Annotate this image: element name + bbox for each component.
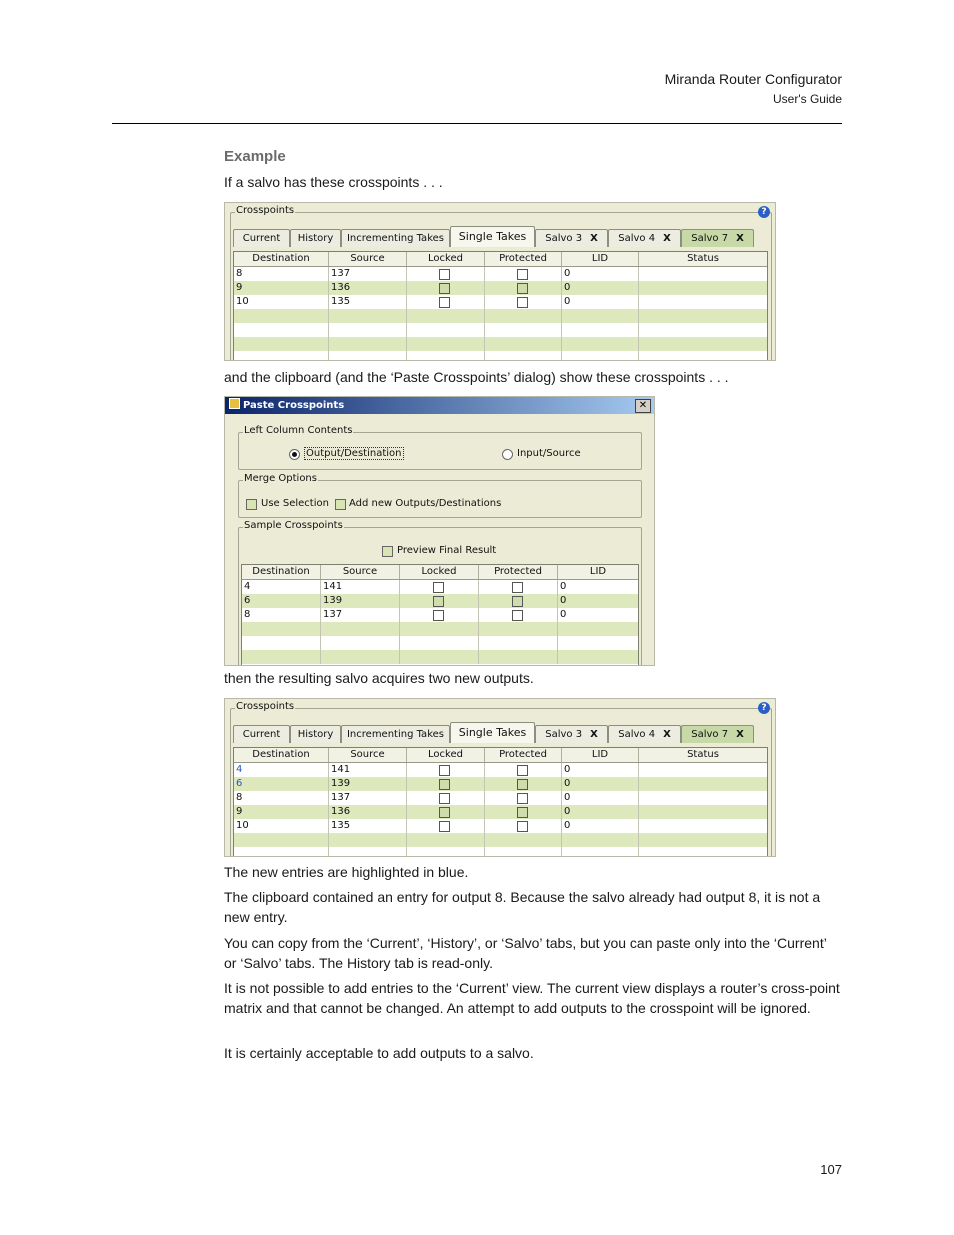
table-row-empty (242, 622, 638, 636)
cell-lid: 0 (562, 295, 639, 309)
merge-options-label: Merge Options (244, 473, 317, 484)
cell-source: 137 (329, 791, 407, 805)
col-destination[interactable]: Destination (234, 748, 329, 762)
col-lid[interactable]: LID (562, 748, 639, 762)
cell-destination: 6 (242, 594, 321, 608)
cell-source: 141 (329, 763, 407, 777)
left-column-group (238, 425, 642, 470)
table-row[interactable] (234, 791, 767, 805)
dialog-title: Paste Crosspoints (243, 400, 345, 411)
cell-lid: 0 (562, 267, 639, 281)
tab-incrementing-takes[interactable]: Incrementing Takes (341, 725, 450, 743)
cell-protected (485, 295, 562, 309)
tab-label: Salvo 7 (691, 729, 729, 740)
protected-checkbox[interactable] (512, 596, 523, 607)
table-row-empty (234, 337, 767, 351)
add-new-label[interactable]: Add new Outputs/Destinations (349, 498, 502, 509)
table-row-empty (234, 323, 767, 337)
cell-lid: 0 (562, 819, 639, 833)
cell-locked (407, 791, 485, 805)
cell-destination: 4 (234, 763, 329, 777)
locked-checkbox[interactable] (439, 807, 450, 818)
crosspoints-group-label: Crosspoints (236, 701, 295, 712)
table-row-empty (234, 847, 767, 857)
paragraph-copy-paste: You can copy from the ‘Current’, ‘History’, or ‘Salvo’ tabs, but you can paste only into the ‘Current’ or ‘Salvo’ tabs. The History tab is read-only. (224, 935, 827, 971)
cell-lid: 0 (560, 581, 567, 592)
col-source[interactable]: Source (329, 748, 407, 762)
cell-status (639, 791, 767, 805)
help-icon[interactable]: ? (758, 702, 770, 714)
tab-salvo-7[interactable] (681, 725, 754, 743)
cell-status (639, 295, 767, 309)
col-destination[interactable]: Destination (242, 565, 321, 579)
table-row-empty (242, 650, 638, 664)
running-header-title: Miranda Router Configurator (664, 71, 842, 87)
cell-locked (407, 763, 485, 777)
tab-single-takes[interactable]: Single Takes (450, 722, 535, 743)
locked-checkbox[interactable] (433, 582, 444, 593)
cell-destination: 9 (234, 805, 329, 819)
cell-lid: 0 (562, 777, 639, 791)
cell-locked (407, 295, 485, 309)
cell-destination: 4 (242, 580, 321, 594)
protected-checkbox[interactable] (512, 610, 523, 621)
col-protected[interactable]: Protected (485, 252, 562, 266)
cell-protected (485, 805, 562, 819)
protected-checkbox[interactable] (517, 821, 528, 832)
cell-locked (407, 267, 485, 281)
left-column-label: Left Column Contents (244, 425, 353, 436)
cell-lid: 0 (560, 609, 567, 620)
tab-salvo-3[interactable] (535, 229, 608, 247)
paragraph-clipboard-note: The clipboard contained an entry for output 8. Because the salvo already had output 8, it is not a new entry. (224, 889, 821, 925)
output-destination-label[interactable]: Output/Destination (306, 448, 402, 459)
protected-checkbox[interactable] (517, 297, 528, 308)
cell-protected (485, 763, 562, 777)
cell-locked (407, 819, 485, 833)
table-row[interactable] (234, 295, 767, 309)
paste-crosspoints-dialog (224, 396, 655, 666)
tab-incrementing-takes[interactable]: Incrementing Takes (341, 229, 450, 247)
col-locked[interactable]: Locked (400, 565, 479, 579)
protected-checkbox[interactable] (517, 807, 528, 818)
help-icon[interactable]: ? (758, 206, 770, 218)
tab-salvo-4[interactable] (608, 229, 681, 247)
table-row-empty (234, 309, 767, 323)
cell-locked (407, 777, 485, 791)
protected-checkbox[interactable] (517, 269, 528, 280)
tab-salvo-7[interactable] (681, 229, 754, 247)
crosspoints-table (233, 747, 768, 857)
paragraph-highlight-note: The new entries are highlighted in blue. (224, 864, 469, 880)
cell-destination: 10 (234, 819, 329, 833)
locked-checkbox[interactable] (439, 269, 450, 280)
locked-checkbox[interactable] (439, 793, 450, 804)
close-icon[interactable]: X (663, 729, 671, 740)
cell-lid: 0 (562, 763, 639, 777)
table-header (242, 565, 638, 580)
sample-crosspoints-label: Sample Crosspoints (244, 520, 343, 531)
input-source-label[interactable]: Input/Source (517, 448, 581, 459)
cell-status (639, 763, 767, 777)
cell-protected (485, 777, 562, 791)
cell-lid: 0 (562, 281, 639, 295)
tab-current[interactable]: Current (233, 229, 290, 247)
tab-history[interactable]: History (290, 229, 341, 247)
cell-source: 139 (321, 594, 400, 608)
cell-locked (407, 805, 485, 819)
col-source[interactable]: Source (321, 565, 400, 579)
col-status[interactable]: Status (687, 253, 719, 264)
use-selection-checkbox[interactable] (246, 499, 257, 510)
table-row-new[interactable] (234, 763, 767, 777)
table-row[interactable] (234, 281, 767, 295)
cell-destination: 9 (234, 281, 329, 295)
cell-status (639, 281, 767, 295)
table-row-new[interactable] (234, 777, 767, 791)
running-header-subtitle: User's Guide (773, 92, 842, 106)
cell-locked (407, 281, 485, 295)
cell-protected (479, 580, 558, 594)
cell-status (639, 267, 767, 281)
table-header (234, 252, 767, 267)
protected-checkbox[interactable] (517, 283, 528, 294)
cell-destination: 8 (234, 267, 329, 281)
protected-checkbox[interactable] (512, 582, 523, 593)
cell-status (639, 805, 767, 819)
close-icon[interactable]: X (663, 233, 671, 244)
cell-status (639, 777, 767, 791)
sample-crosspoints-table (241, 564, 639, 666)
locked-checkbox[interactable] (439, 821, 450, 832)
cell-source: 137 (329, 267, 407, 281)
table-header (234, 748, 767, 763)
table-row[interactable] (242, 594, 638, 608)
table-row[interactable] (234, 267, 767, 281)
add-new-checkbox[interactable] (335, 499, 346, 510)
cell-protected (479, 608, 558, 622)
table-row-empty (242, 636, 638, 650)
cell-protected (479, 594, 558, 608)
window-icon (229, 398, 240, 409)
tab-salvo-4[interactable] (608, 725, 681, 743)
locked-checkbox[interactable] (439, 779, 450, 790)
preview-checkbox[interactable] (382, 546, 393, 557)
paragraph-clipboard: and the clipboard (and the ‘Paste Crosspoints’ dialog) show these crosspoints . . . (224, 369, 729, 385)
locked-checkbox[interactable] (433, 610, 444, 621)
cell-lid: 0 (560, 595, 567, 606)
table-row-empty (234, 351, 767, 361)
close-icon[interactable]: X (590, 233, 598, 244)
col-destination[interactable]: Destination (234, 252, 329, 266)
output-destination-radio[interactable] (289, 449, 300, 460)
tab-label: Salvo 3 (545, 233, 583, 244)
col-source[interactable]: Source (329, 252, 407, 266)
col-protected[interactable]: Protected (485, 748, 562, 762)
tab-current[interactable]: Current (233, 725, 290, 743)
crosspoints-table (233, 251, 768, 361)
cell-status (639, 819, 767, 833)
protected-checkbox[interactable] (517, 765, 528, 776)
table-row[interactable] (242, 580, 638, 594)
protected-checkbox[interactable] (517, 793, 528, 804)
protected-checkbox[interactable] (517, 779, 528, 790)
col-locked[interactable]: Locked (407, 748, 485, 762)
tab-label: Salvo 4 (618, 233, 656, 244)
close-icon[interactable]: X (736, 233, 744, 244)
cell-source: 141 (321, 580, 400, 594)
use-selection-label[interactable]: Use Selection (261, 498, 329, 509)
cell-destination: 10 (234, 295, 329, 309)
tab-history[interactable]: History (290, 725, 341, 743)
tab-single-takes[interactable]: Single Takes (450, 226, 535, 247)
close-icon[interactable]: X (736, 729, 744, 740)
tab-label: Salvo 3 (545, 729, 583, 740)
section-heading: Example (224, 148, 286, 165)
cell-lid: 0 (562, 791, 639, 805)
tab-label: Salvo 7 (691, 233, 729, 244)
table-row[interactable] (234, 819, 767, 833)
cell-locked (400, 608, 479, 622)
cell-locked (400, 580, 479, 594)
cell-source: 136 (329, 805, 407, 819)
locked-checkbox[interactable] (439, 297, 450, 308)
crosspoints-screenshot-after (224, 698, 776, 857)
col-lid[interactable]: LID (562, 252, 639, 266)
col-lid[interactable]: LID (589, 566, 607, 577)
col-protected[interactable]: Protected (479, 565, 558, 579)
cell-locked (400, 594, 479, 608)
cell-source: 135 (329, 819, 407, 833)
cell-protected (485, 267, 562, 281)
locked-checkbox[interactable] (433, 596, 444, 607)
tab-label: Salvo 4 (618, 729, 656, 740)
cell-source: 139 (329, 777, 407, 791)
crosspoints-group-label: Crosspoints (236, 205, 295, 216)
cell-protected (485, 791, 562, 805)
close-icon[interactable]: ✕ (635, 399, 651, 413)
merge-options-group (238, 473, 642, 518)
paragraph-intro: If a salvo has these crosspoints . . . (224, 174, 443, 190)
crosspoints-screenshot-before (224, 202, 776, 361)
table-row-empty (234, 833, 767, 847)
header-rule (112, 123, 842, 124)
cell-destination: 6 (234, 777, 329, 791)
table-row[interactable] (242, 608, 638, 622)
cell-protected (485, 819, 562, 833)
cell-destination: 8 (234, 791, 329, 805)
paragraph-salvo: It is certainly acceptable to add outputs to a salvo. (224, 1045, 534, 1061)
cell-source: 136 (329, 281, 407, 295)
cell-lid: 0 (562, 805, 639, 819)
preview-label[interactable]: Preview Final Result (397, 545, 497, 556)
dialog-titlebar (225, 397, 654, 414)
cell-protected (485, 281, 562, 295)
locked-checkbox[interactable] (439, 283, 450, 294)
close-icon[interactable]: X (590, 729, 598, 740)
cell-source: 137 (321, 608, 400, 622)
input-source-radio[interactable] (502, 449, 513, 460)
col-status[interactable]: Status (687, 749, 719, 760)
page-number: 107 (820, 1162, 842, 1177)
tab-salvo-3[interactable] (535, 725, 608, 743)
table-row[interactable] (234, 805, 767, 819)
cell-source: 135 (329, 295, 407, 309)
paragraph-result: then the resulting salvo acquires two new outputs. (224, 670, 534, 686)
paragraph-current-view: It is not possible to add entries to the ‘Current’ view. The current view displays a router’s cross-point matrix and that cannot be changed. An attempt to add outputs to the crosspoint will be ignored. (224, 980, 840, 1016)
cell-destination: 8 (242, 608, 321, 622)
col-locked[interactable]: Locked (407, 252, 485, 266)
locked-checkbox[interactable] (439, 765, 450, 776)
